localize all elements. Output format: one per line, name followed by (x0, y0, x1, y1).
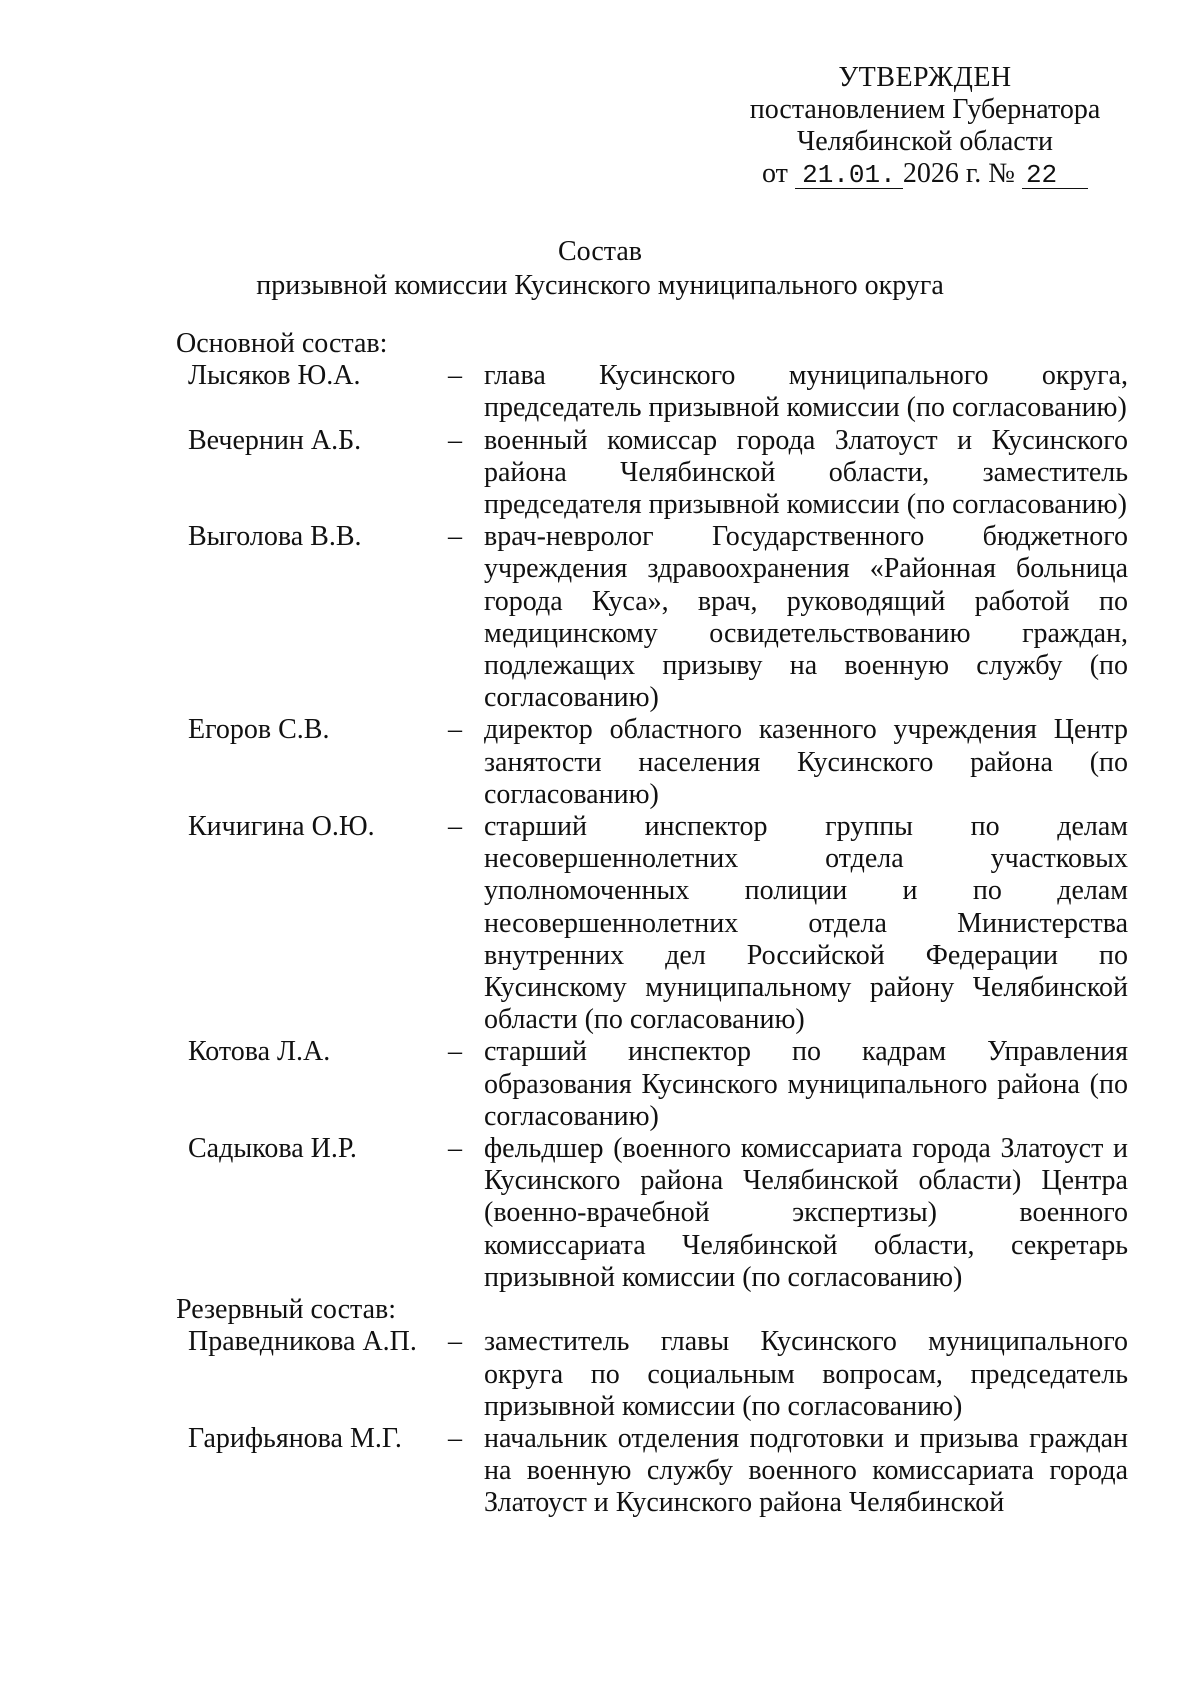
member-description: старший инспектор группы по делам несовершеннолетних отдела участковых уполномоченных полиции и по делам несовершеннолетних отдела Министерства внутренних дел Российской Федерации по Кусинскому муниципальному району Челябинской области (по согласованию) (484, 811, 1128, 1036)
member-row (176, 1326, 1128, 1423)
member-row (176, 360, 1128, 424)
composition-list (176, 328, 1128, 1520)
member-name: Егоров С.В. (188, 714, 330, 746)
member-name: Кичигина О.Ю. (188, 811, 375, 843)
member-description: глава Кусинского муниципального округа, председатель призывной комиссии (по согласованию) (484, 360, 1128, 424)
member-row (176, 425, 1128, 522)
heading-title: Состав (557, 236, 643, 267)
member-dash: – (448, 1036, 462, 1068)
approval-block (720, 62, 1130, 190)
member-description: военный комиссар города Златоуст и Кусинского района Челябинской области, заместитель председателя призывной комиссии (по согласованию) (484, 424, 1128, 521)
member-dash: – (448, 1422, 462, 1454)
document-heading (0, 235, 1200, 303)
member-name: Выголова В.В. (188, 521, 362, 553)
member-name: Праведникова А.П. (188, 1326, 417, 1358)
member-description: начальник отделения подготовки и призыва граждан на военную службу военного комиссариата города Златоуст и Кусинского района Челябинской (484, 1422, 1128, 1519)
approval-number: 22 (1022, 162, 1088, 189)
member-description: врач-невролог Государственного бюджетного учреждения здравоохранения «Районная больница города Куса», врач, руководящий работой по медицинскому освидетельствованию граждан, подлежащих призыву на военную службу (по согласованию) (484, 521, 1128, 714)
member-name: Садыкова И.Р. (188, 1133, 357, 1165)
member-row (176, 811, 1128, 1036)
approval-line-1: постановлением Губернатора (749, 94, 1101, 125)
member-description: фельдшер (военного комиссариата города Златоуст и Кусинского района Челябинской области) Центра (военно-врачебной экспертизы) военного комиссариата Челябинской области, секретарь призывной комиссии (по согласованию) (484, 1133, 1128, 1293)
approval-title: УТВЕРЖДЕН (838, 62, 1012, 93)
date-prefix: от (762, 158, 788, 189)
member-row (176, 1133, 1128, 1294)
member-name: Лысяков Ю.А. (188, 360, 361, 392)
approval-date-line (720, 158, 1130, 190)
approval-line-2: Челябинской области (797, 126, 1053, 157)
member-dash: – (448, 1326, 462, 1358)
member-row (176, 521, 1128, 714)
heading-subtitle: призывной комиссии Кусинского муниципального округа (256, 270, 944, 301)
member-name: Котова Л.А. (188, 1036, 331, 1068)
member-dash: – (448, 521, 462, 553)
member-description: директор областного казенного учреждения Центр занятости населения Кусинского района (по согласованию) (484, 714, 1128, 810)
member-dash: – (448, 811, 462, 843)
main-section-title: Основной состав: (176, 328, 388, 359)
member-name: Вечернин А.Б. (188, 424, 362, 456)
approval-date: 21.01. (795, 162, 903, 189)
member-row (176, 1036, 1128, 1133)
member-dash: – (448, 714, 462, 746)
member-dash: – (448, 1133, 462, 1165)
member-description: старший инспектор по кадрам Управления образования Кусинского муниципального района (по согласованию) (484, 1036, 1128, 1132)
member-dash: – (448, 424, 462, 456)
reserve-section-title: Резервный состав: (176, 1294, 397, 1326)
year-suffix: 2026 г. № (902, 158, 1015, 189)
member-row (176, 1423, 1128, 1520)
member-description: заместитель главы Кусинского муниципального округа по социальным вопросам, председатель призывной комиссии (по согласованию) (484, 1326, 1128, 1422)
member-row (176, 714, 1128, 811)
member-name: Гарифьянова М.Г. (188, 1422, 402, 1454)
member-dash: – (448, 360, 462, 392)
